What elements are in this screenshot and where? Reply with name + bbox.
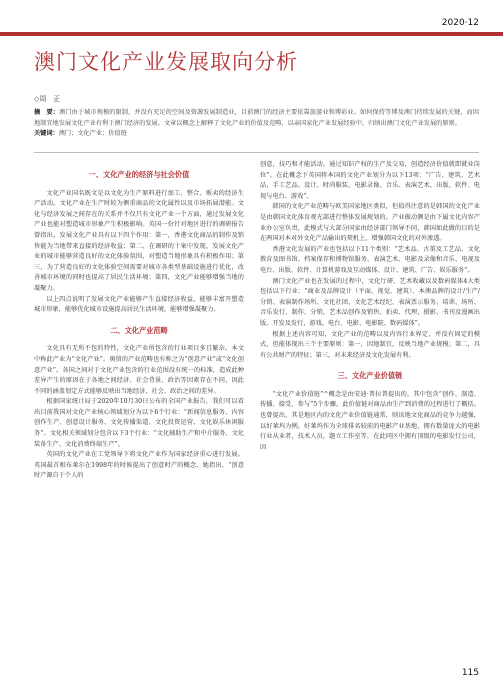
paragraph: 香港文化发展的产业也包括以下11个类别：“艺术品、古董及工艺品、文化教育及图书馆、档案保存和博物馆服务、表演艺术、电影及录像和音乐、电视及电台、出版、软件、计算机游戏及互动媒体、设计、建筑、广告、娱乐服务”。: [260, 245, 480, 274]
article-author: ◇周 正: [34, 95, 61, 103]
paragraph: 文化具有无所不包的特性，文化产业所包含的行业项目多且繁杂。本文中称此产业为“文化产业”。奥留的产业范畴也有称之为“创意产业”或“文化创意产业”。各国之间对于文化产业包含的行业范围没有统一的标准，造成此种差异产生的原因在于各地之间经济、社会背景、政治等因素存在不同，因此不同的涵盖划定方式能够反映出当地经济、社会、政治之间的差异。: [34, 345, 244, 395]
article-title: 澳门文化产业发展取向分析: [34, 50, 298, 74]
paragraph: 根据国家统计局于2020年10月30日公布的全国产业报告，我们可以看出目前我国对文化产业核心领域划分为以下6个行业：“新闻信息服务、内容创作生产、创意设计服务、文化传播渠道、文化投资运营、文化娱乐休闲服务”。文化相关领域划分包含以下3个行业：“文化辅助生产和中介服务、文化装备生产、文化消费终端生产”。: [34, 398, 244, 448]
left-column: [34, 160, 244, 482]
abstract-text: 澳门由于城市规模的限制，并没有充足的空间及资源发展制造业，目前澳门的经济主要依靠旅游业和博彩业。如何保持等博及澳门持续发展的关键，而因地制宜地发展文化产业有利于澳门经济的发展。文章以概念上解释了文化产业的价值及范畴，以亲国家化产业发展经验中，归纳出澳门文化产业发展的原则。: [34, 109, 479, 127]
abstract-block: [34, 108, 479, 140]
keywords-line: [34, 129, 479, 140]
paragraph: 创意，技巧和才能活动，通过知识产权的生产及交易，创造经济价值就即就业岗位”。在此概念下英国将本国的文化产业划分为以下13项：“广告、建筑、艺术品、手工艺品、设计、时尚服装、电影录像、音乐、表演艺术、出版、软件、电视与电台、游戏”。: [260, 161, 480, 200]
section-heading-3: 三、文化产业价值链: [337, 371, 403, 381]
paragraph: 英国的文化产业在工党领导下将文化产业作为国家经济重心进行发展。英国最首相布莱尔在1998年的时候提出了创意时产的概念，她指出，“创意时产源自于个人的: [34, 451, 244, 480]
paragraph: 以上四点说明了发展文化产业能够产生直接经济收益，能够丰富开塑造城市形象，能够优化城市设施提高居民生活环境，能够增强凝聚力。: [34, 295, 244, 314]
abstract-separator: [34, 152, 479, 153]
section-heading-1: 一、文化产业的经济与社会价值: [88, 170, 190, 179]
paragraph: 文化产业国名既文是以文化为生产原料进行加工、整合、贩卖的经济生产活动。文化产业在生产时较为侧重商品的文化属性以及市场拓展潜能。文化与经济发展之间存在的关系并不仅只有文化产业一个方面，通过发展文化产业也能对塑造城市形象产生积极影响。英国一份针对地区进行的调研报告曾指出，发展文化产业具有以下四个作用：第一，香港文化商品的制作及销售能为当地带来直接的经济收益；第二，在调研的十案中发现，发展文化产业的城市能够营造良好的文化体验氛围，对塑造当地形象具有积极作用；第三，为了营造良好的文化体验空间需要对城市各类型基础设施进行优化，改善城市环境的同时也提高了居民生活环境；第四，文化产业能够增强当地的凝聚力。: [34, 189, 244, 292]
right-column: [260, 160, 480, 453]
keywords-text: 澳门；文化产业；价值链: [58, 130, 127, 138]
page-number: 115: [461, 668, 479, 678]
issue-number: 2020·12: [441, 18, 479, 28]
paragraph: 澳门文化产业也在发展的过程中，文化厅研、艺术收藏以及数码媒体4大类包括以下行业：“商业及品牌设计（平面、视觉、建筑）、本澳品牌的设计/生产/分销、表演制作场所、文化社团、文化艺术经纪、表演票示服务、培训、场所、音乐发行、制作、分销，艺术品创作及销售、拍卖、代理，摄影、书刊及漫画出版、开发及发行，游戏、电台、电影、电影院、数码媒体”。: [260, 277, 480, 327]
paragraph: 韩国的文化产业范畴与欧美国家地区类似，但值得注意的是韩国的文化产业是由韩国文化体育观光部进行整体发展规划的。产业振动侧是由下属文化内容产业办公室负责，此模式与大部分国家由经济部门领导不同，韩国如此做的目的是在两国对本对外文化产品输出的契机上，增强韩国文化的对外渗透。: [260, 203, 480, 243]
section-heading-2: 二、文化产业范畴: [110, 325, 168, 335]
abstract-label: 摘 要：: [34, 109, 60, 116]
abstract-line: [34, 108, 479, 129]
keywords-label: 关键词：: [34, 130, 59, 138]
paragraph: “文化产业价值链”^概念是由安迪·普拉普提出的，其中包含“创作、制造、传播、接受、参与”5个步骤。此价值链对商品由生产到消费的过程进行了概括。也曾提出，其是地区内的文化产业价值链通常，则该地文化商品的竞争力越强，以好莱坞为例，好莱坞作为全球排名较前的电影产业基地，拥有数量庞大的电影行业从业者，技术人员，题立工作室等，在此同区中拥有顶级的电影发行公司，因: [260, 390, 480, 451]
header-rule: [0, 32, 503, 36]
paragraph: 根据上述内容可知，文化产业的范畴以及内容行业界定，并没有固定的模式，但能体现出三个主要原则：第一，因地制宜，反映当地产业规模；第二，具有公共财产的特征；第三，对未来经济及文化发展有利。: [260, 330, 480, 359]
